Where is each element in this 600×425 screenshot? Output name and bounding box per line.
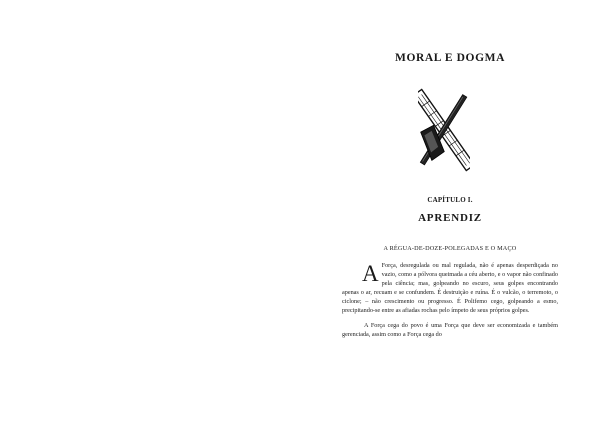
section-heading: A RÉGUA-DE-DOZE-POLEGADAS E O MAÇO (383, 245, 517, 252)
drop-cap: A (362, 261, 379, 286)
chapter-label: CAPÍTULO I. (427, 196, 473, 204)
paragraph-1 (342, 262, 558, 315)
body-text (342, 262, 558, 347)
chapter-title: APRENDIZ (418, 212, 482, 224)
compass-and-ruler-emblem-icon (418, 86, 470, 174)
paragraph-1-text: Força, desregulada ou mal regulada, não é apenas desperdiçada no vazio, como a pólvora queimada a céu aberto, e o vapor não confinado pela ciência; mas, golpeando no escuro, seus golpes encontrando apenas o ar, recuam e se confundem. É destruição e ruína. É o vulcão, o terremoto, o ciclone; – não crescimento ou progresso. É Polifemo cego, golpeando a esmo, precipitando-se entre as afiadas rochas pelo ímpeto de seus próprios golpes. (342, 262, 558, 314)
book-title: MORAL E DOGMA (394, 52, 506, 64)
paragraph-2: A Força cega do povo é uma Força que deve ser economizada e também gerenciada, assim como a Força cega do (342, 322, 558, 339)
